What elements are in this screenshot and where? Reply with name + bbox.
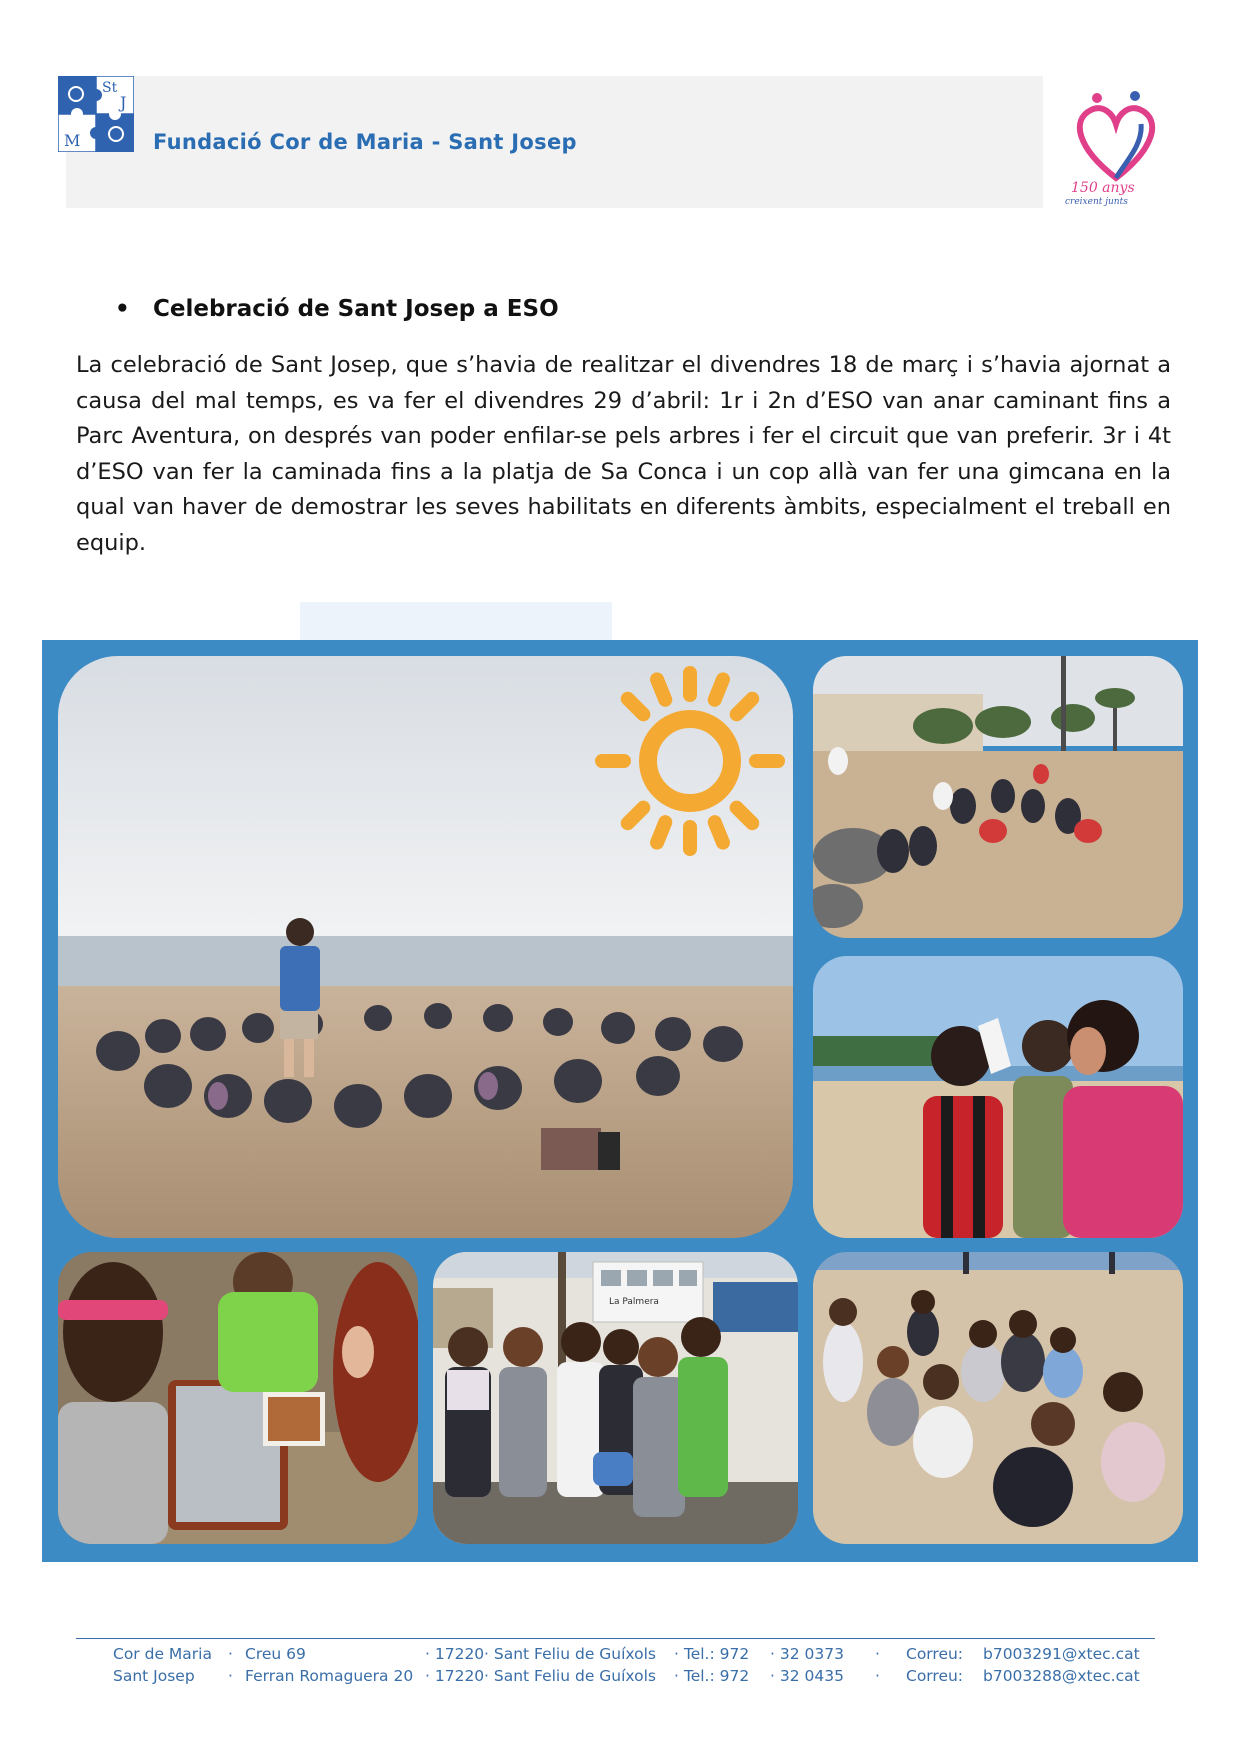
restaurant-sign: La Palmera <box>609 1297 659 1307</box>
footer-mail-label: Correu: <box>906 1667 964 1685</box>
footer-separator: · <box>875 1667 880 1685</box>
footer-school-name: Sant Josep <box>113 1667 195 1685</box>
beach-rocks-group-photo <box>813 656 1183 938</box>
section-heading <box>115 296 559 322</box>
bullet-dot: • <box>115 296 130 322</box>
footer-email: b7003291@xtec.cat <box>983 1645 1140 1663</box>
footer-separator: · <box>228 1667 233 1685</box>
drawing-game-photo <box>58 1252 418 1544</box>
school-puzzle-logo <box>58 76 134 152</box>
footer-row-cor-de-maria <box>113 1645 1163 1667</box>
footer-phone-number: · 32 0435 <box>770 1667 844 1685</box>
sand-group-photo <box>813 1252 1183 1544</box>
footer-city: · Sant Feliu de Guíxols <box>484 1667 656 1685</box>
beach-circle-photo <box>58 656 793 1238</box>
faint-background-band <box>300 602 612 642</box>
footer-street: Ferran Romaguera 20 <box>245 1667 414 1685</box>
footer-street: Creu 69 <box>245 1645 306 1663</box>
logo-letters-st: St <box>102 80 118 96</box>
footer-school-name: Cor de Maria <box>113 1645 212 1663</box>
footer-phone-label: · Tel.: 972 <box>674 1667 750 1685</box>
blindfold-game-photo <box>813 956 1183 1238</box>
footer-postal-code: · 17220 <box>425 1667 485 1685</box>
anniversary-logo-text: 150 anys <box>1071 180 1135 196</box>
logo-letter-j: J <box>120 93 127 112</box>
anniversary-logo-subtext: creixent junts <box>1065 197 1128 207</box>
footer-contacts <box>113 1645 1163 1689</box>
girls-group-photo <box>433 1252 798 1544</box>
footer-email: b7003288@xtec.cat <box>983 1667 1140 1685</box>
footer-row-sant-josep <box>113 1667 1163 1689</box>
footer-separator: · <box>875 1645 880 1663</box>
footer-phone-number: · 32 0373 <box>770 1645 844 1663</box>
footer-separator: · <box>228 1645 233 1663</box>
anniversary-logo <box>1057 80 1175 208</box>
logo-letter-m: M <box>64 131 81 150</box>
organization-name: Fundació Cor de Maria - Sant Josep <box>153 130 577 154</box>
footer-postal-code: · 17220 <box>425 1645 485 1663</box>
footer-city: · Sant Feliu de Guíxols <box>484 1645 656 1663</box>
footer-phone-label: · Tel.: 972 <box>674 1645 750 1663</box>
footer-divider <box>76 1638 1155 1639</box>
section-heading-text: Celebració de Sant Josep a ESO <box>153 296 559 322</box>
section-paragraph: La celebració de Sant Josep, que s’havia de realitzar el divendres 18 de març i s’havia ajornat a causa del mal temps, es va fer el divendres 29 d’abril: 1r i 2n d’ESO van anar caminant fins a Parc Aventura, on després van poder enfilar-se pels arbres i fer el circuit que van preferir. 3r i 4t d’ESO van fer la caminada fins a la platja de Sa Conca i un cop allà van fer una gimcana en la qual van haver de demostrar les seves habilitats en diferents àmbits, especialment el treball en equip. <box>76 352 1171 556</box>
photo-collage <box>42 640 1198 1562</box>
footer-mail-label: Correu: <box>906 1645 964 1663</box>
